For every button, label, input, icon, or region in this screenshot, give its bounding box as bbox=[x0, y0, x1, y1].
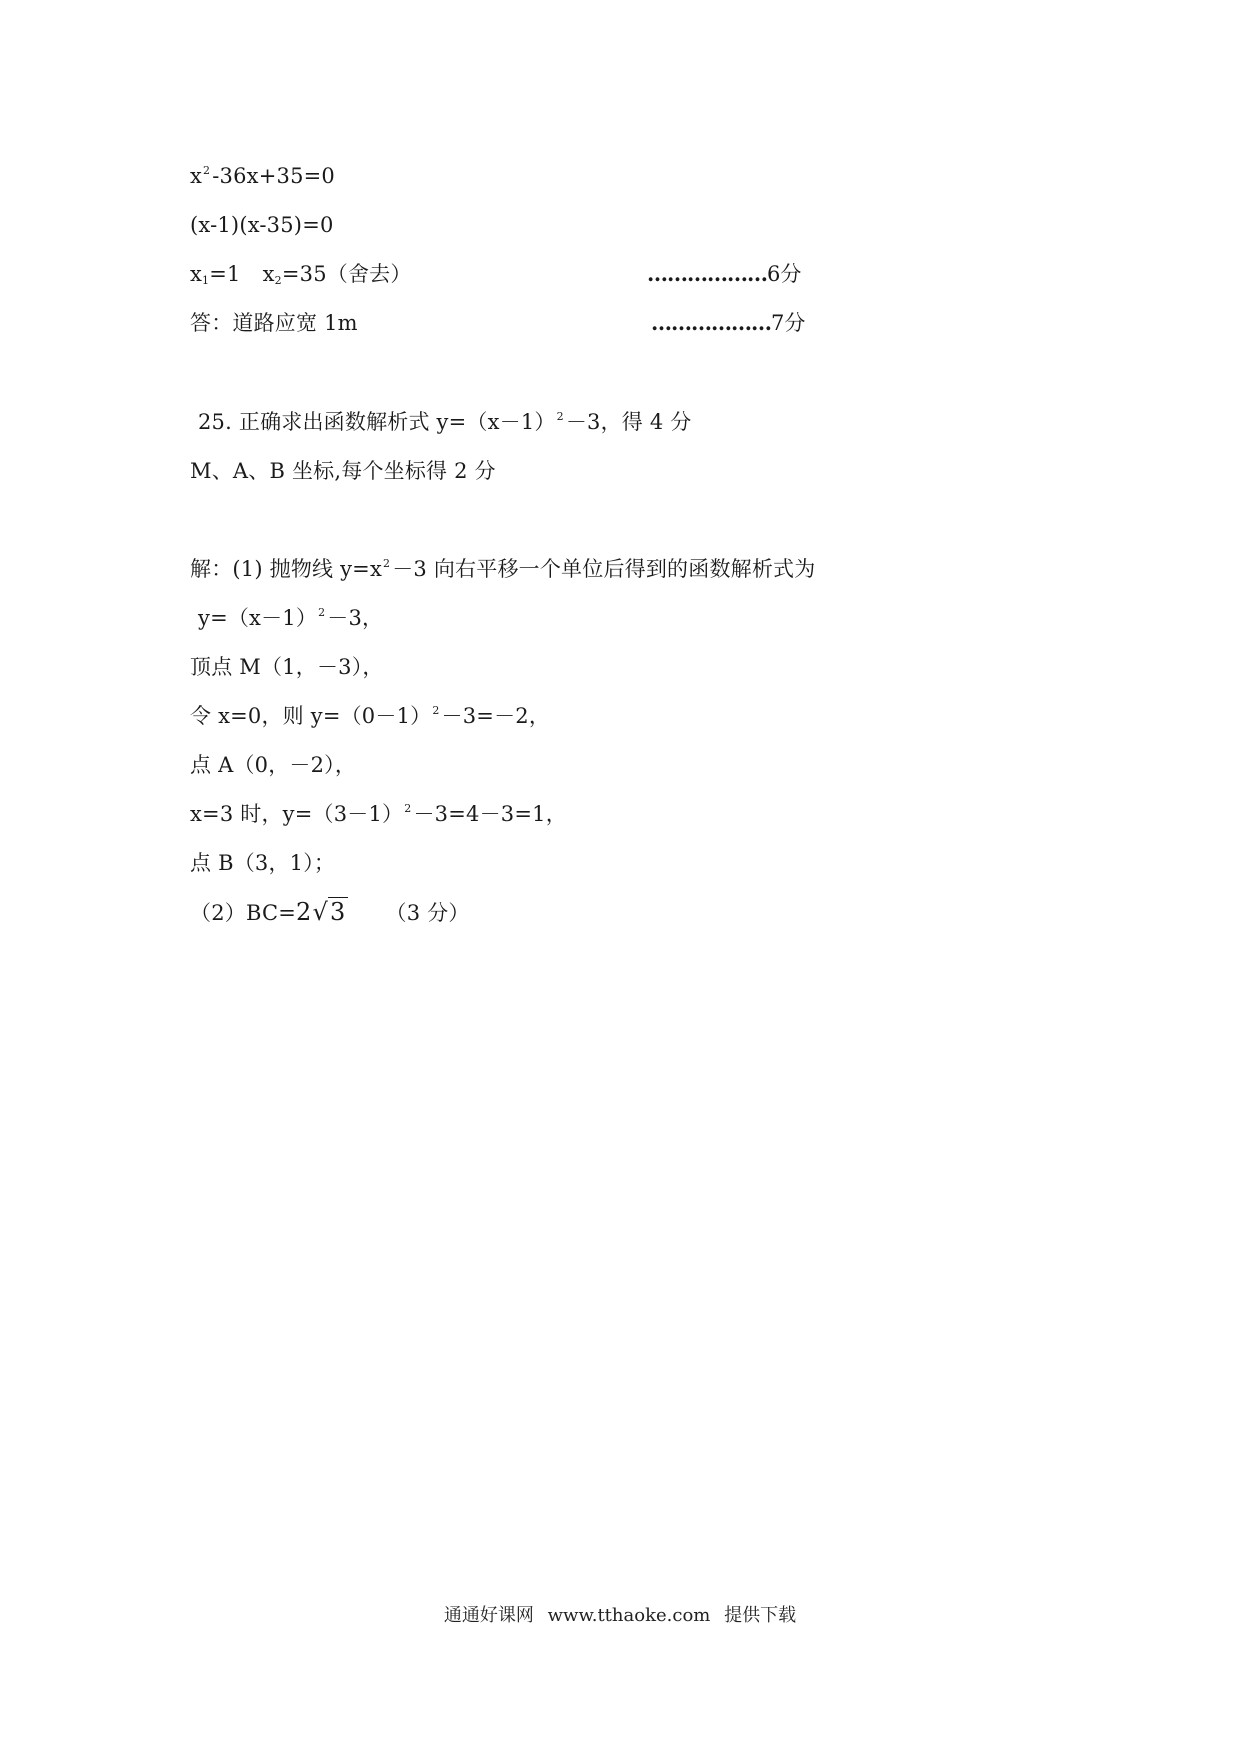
sol1-text-b: －3 向右平移一个单位后得到的函数解析式为 bbox=[392, 557, 816, 581]
answer-text: 答：道路应宽 1m bbox=[190, 311, 358, 335]
q25-exponent: 2 bbox=[556, 410, 564, 423]
root2-x: x bbox=[262, 262, 275, 286]
solution-line-6 bbox=[190, 801, 567, 827]
score6-leader-dots: ……………… bbox=[647, 261, 767, 286]
solution-line-2 bbox=[198, 605, 383, 631]
q25-line2-text: M、A、B 坐标,每个坐标得 2 分 bbox=[190, 459, 496, 483]
sol2-text-b: －3， bbox=[327, 606, 384, 630]
eq1-exponent: 2 bbox=[203, 164, 211, 177]
root2-value: =35（舍去） bbox=[281, 262, 412, 286]
root1-x: x bbox=[190, 262, 203, 286]
score-6 bbox=[647, 261, 801, 287]
root1-subscript: 1 bbox=[202, 274, 210, 287]
q25-text-a: 25. 正确求出函数解析式 y=（x－1） bbox=[198, 410, 556, 434]
q25-scoring-line2 bbox=[190, 458, 496, 484]
footer-url: www.tthaoke.com bbox=[547, 1605, 711, 1626]
sol7-text: 点 B（3，1）； bbox=[190, 851, 336, 875]
q25-scoring-line1 bbox=[198, 409, 692, 435]
eq2-text: (x-1)(x-35)=0 bbox=[190, 213, 334, 237]
sol6-text-a: x=3 时，y=（3－1） bbox=[190, 802, 404, 826]
eq1-rest: -36x+35=0 bbox=[212, 164, 335, 188]
score7-label: 7分 bbox=[771, 311, 806, 335]
solution-line-4 bbox=[190, 703, 550, 729]
footer-tail: 提供下载 bbox=[724, 1605, 797, 1626]
sol2-text-a: y=（x－1） bbox=[198, 606, 318, 630]
sqrt-coefficient: 2 bbox=[296, 898, 312, 926]
equation-quadratic bbox=[190, 163, 335, 189]
answer-line bbox=[190, 310, 358, 336]
sol4-text-b: －3=－2， bbox=[441, 704, 551, 728]
root1-value: =1 bbox=[209, 262, 241, 286]
sol4-text-a: 令 x=0，则 y=（0－1） bbox=[190, 704, 432, 728]
solution-line-8 bbox=[190, 899, 470, 926]
eq1-x: x bbox=[190, 164, 203, 188]
score6-label: 6分 bbox=[767, 262, 802, 286]
sol2-exponent: 2 bbox=[318, 606, 326, 619]
sqrt-radicand: 3 bbox=[330, 898, 346, 926]
sol8-text-a: （2）BC= bbox=[190, 901, 297, 925]
sol6-text-b: －3=4－3=1， bbox=[413, 802, 567, 826]
score7-leader-dots: ……………… bbox=[651, 310, 771, 335]
solution-line-1 bbox=[190, 556, 815, 582]
solution-line-3 bbox=[190, 654, 384, 680]
page-footer bbox=[0, 1604, 1240, 1628]
bc-value bbox=[296, 899, 347, 925]
sol3-text: 顶点 M（1，－3）， bbox=[190, 655, 384, 679]
sol4-exponent: 2 bbox=[432, 704, 440, 717]
sol1-text-a: 解：(1) 抛物线 y=x bbox=[190, 557, 382, 581]
equation-factored bbox=[190, 212, 334, 238]
solution-line-7 bbox=[190, 850, 335, 876]
sol1-exponent: 2 bbox=[383, 557, 391, 570]
sol5-text: 点 A（0，－2）， bbox=[190, 753, 357, 777]
solution-line-5 bbox=[190, 752, 356, 778]
sol6-exponent: 2 bbox=[404, 802, 412, 815]
root2-subscript: 2 bbox=[274, 274, 282, 287]
score-7 bbox=[651, 310, 805, 336]
equation-roots bbox=[190, 261, 412, 287]
sol8-score: （3 分） bbox=[385, 901, 470, 925]
footer-site-name: 通通好课网 bbox=[443, 1605, 534, 1626]
sqrt-sign: √ bbox=[312, 898, 329, 926]
q25-text-b: －3，得 4 分 bbox=[565, 410, 692, 434]
